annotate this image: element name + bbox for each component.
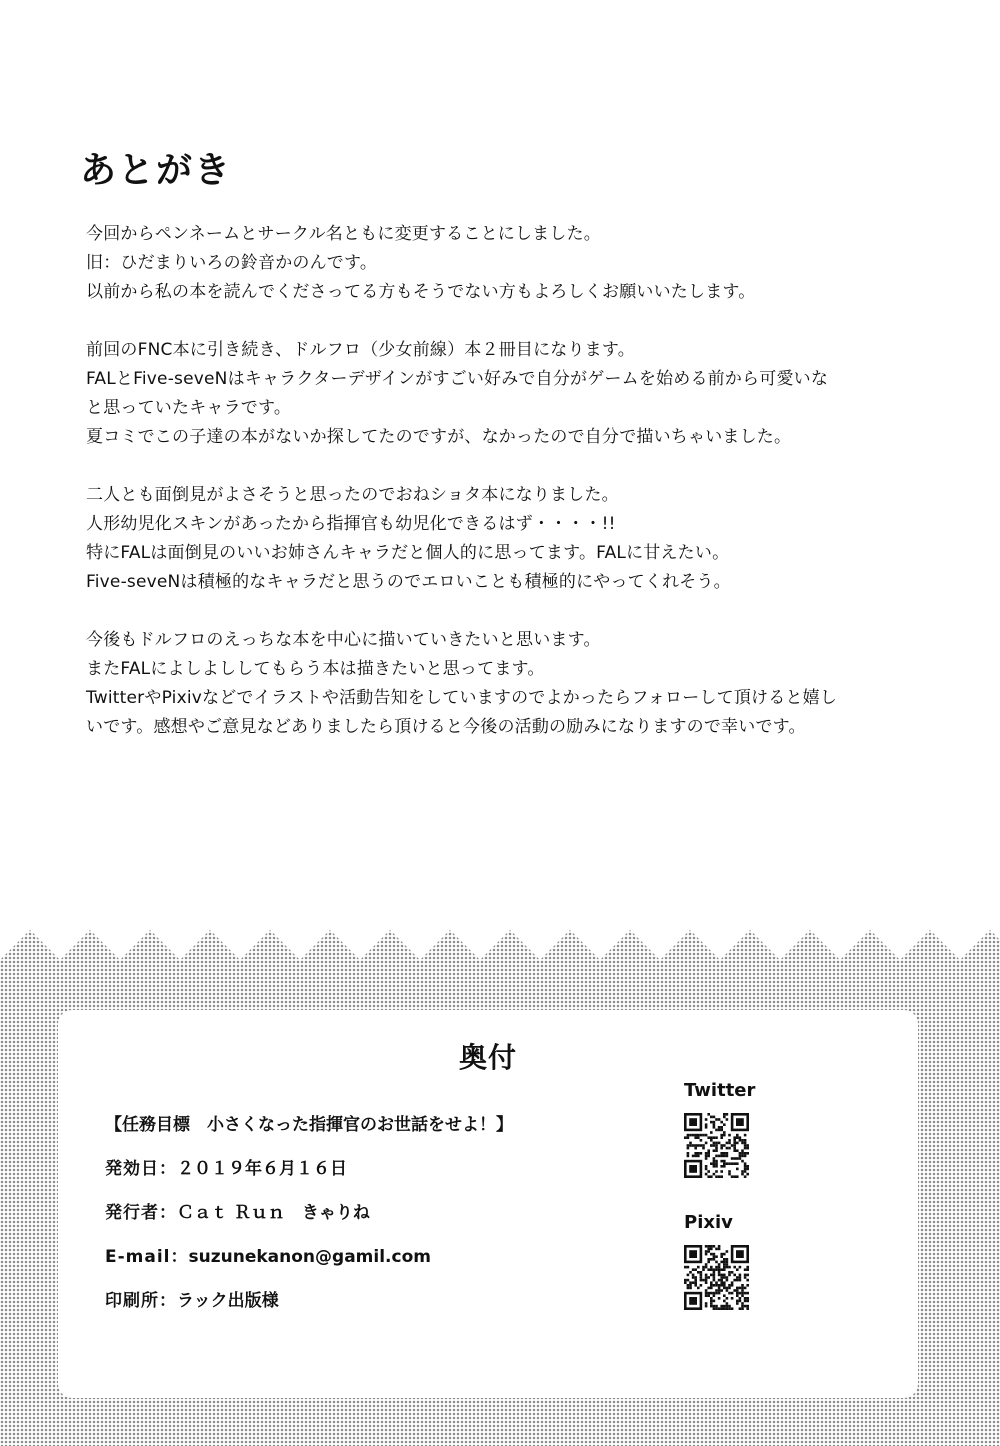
- afterword-title: あとがき: [80, 150, 233, 192]
- printer-value: ラック出版様: [177, 1291, 279, 1311]
- publisher-row: [105, 1198, 513, 1242]
- book-title: 【任務目標 小さくなった指揮官のお世話をせよ！】: [105, 1115, 513, 1135]
- twitter-qr-code[interactable]: [684, 1113, 755, 1178]
- text-line: 前回のFNC本に引き続き、ドルフロ（少女前線）本２冊目になります。: [86, 340, 635, 360]
- colophon-info: [105, 1110, 513, 1330]
- text-line: 今回からペンネームとサークル名ともに変更することにしました。: [86, 224, 601, 244]
- text-line: 以前から私の本を読んでくださってる方もそうでない方もよろしくお願いいたします。: [86, 282, 756, 302]
- printer-row: [105, 1286, 513, 1330]
- text-line: いです。感想やご意見などありましたら頂けると今後の活動の励みになりますので幸いです。: [86, 717, 806, 737]
- text-line: TwitterやPixivなどでイラストや活動告知をしていますのでよかったらフォローして頂けると嬉し: [86, 688, 838, 708]
- text-line: 旧：ひだまりいろの鈴音かのんです。: [86, 253, 378, 273]
- text-line: Five-seveNは積極的なキャラだと思うのでエロいことも積極的にやってくれそう。: [86, 572, 731, 592]
- text-line: FALとFive-seveNはキャラクターデザインがすごい好みで自分がゲームを始める前から可愛いな: [86, 369, 829, 389]
- text-line: またFALによしよししてもらう本は描きたいと思ってます。: [86, 659, 545, 679]
- publisher-label: 発行者：: [105, 1203, 177, 1223]
- text-line: 今後もドルフロのえっちな本を中心に描いていきたいと思います。: [86, 630, 601, 650]
- twitter-qr-block: [684, 1080, 755, 1178]
- colophon-title: 奥付: [458, 1041, 517, 1074]
- issue-date-label: 発効日：: [105, 1159, 177, 1179]
- twitter-label: Twitter: [684, 1080, 756, 1101]
- pixiv-label: Pixiv: [684, 1212, 733, 1233]
- pixiv-qr-code[interactable]: [684, 1245, 749, 1310]
- email-value[interactable]: suzunekanon@gamil.com: [188, 1247, 431, 1267]
- printer-label: 印刷所：: [105, 1291, 177, 1311]
- publisher-value: Ｃａｔ Ｒｕｎ きゃりね: [177, 1203, 370, 1223]
- text-line: と思っていたキャラです。: [86, 398, 292, 418]
- pixiv-qr-block: [684, 1212, 749, 1310]
- issue-date-value: ２０１９年６月１６日: [177, 1159, 347, 1179]
- text-line: 夏コミでこの子達の本がないか探してたのですが、なかったので自分で描いちゃいました。: [86, 427, 792, 447]
- text-line: 二人とも面倒見がよさそうと思ったのでおねショタ本になりました。: [86, 485, 619, 505]
- text-line: 特にFALは面倒見のいいお姉さんキャラだと個人的に思ってます。FALに甘えたい。: [86, 543, 730, 563]
- email-label: E-mail：: [105, 1247, 189, 1267]
- issue-date-row: [105, 1154, 513, 1198]
- email-row: [105, 1242, 513, 1286]
- text-line: 人形幼児化スキンがあったから指揮官も幼児化できるはず・・・・!!: [86, 514, 616, 534]
- colophon-panel: [58, 1010, 918, 1398]
